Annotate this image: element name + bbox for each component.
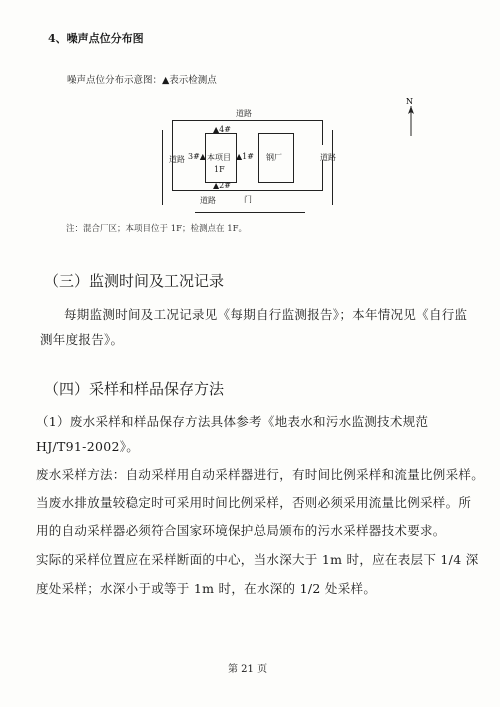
road-line-right-bottom (322, 160, 323, 191)
site-boundary-bottom (195, 212, 305, 213)
site-boundary-right (332, 130, 333, 205)
section-4-heading: （四）采样和样品保存方法 (44, 380, 225, 398)
road-label-right: 道路 (320, 153, 336, 162)
paragraph-line-5: 用的自动采样器必须符合国家环境保护总局颁布的污水采样器技术要求。 (36, 523, 446, 538)
diagram-caption: 噪声点位分布示意图：▲表示检测点 (67, 75, 217, 86)
road-line-top (172, 120, 322, 121)
diagram-note: 注：混合厂区；本项目位于 1F；检测点在 1F。 (66, 224, 248, 234)
north-arrow-icon (404, 96, 418, 136)
project-label-line2: 1F (214, 165, 225, 174)
point-1-label: ▲1# (236, 152, 254, 161)
section-3-paragraph-line-2: 测年度报告》。 (40, 332, 124, 347)
section-3-paragraph-line-1: 每期监测时间及工况记录见《每期自行监测报告》；本年情况见《自行监 (64, 307, 468, 322)
north-label: N (406, 97, 413, 106)
point-4-label: ▲4# (213, 125, 231, 134)
road-line-right-top (322, 120, 323, 145)
road-label-top: 道路 (236, 109, 252, 118)
road-line-bottom (172, 190, 322, 191)
paragraph-line-3: 废水采样方法：自动采样用自动采样器进行，有时间比例采样和流量比例采样。 (36, 467, 485, 482)
section-4-title: 4、噪声点位分布图 (48, 32, 144, 45)
factory-label: 钢厂 (266, 153, 282, 162)
paragraph-line-6: 实际的采样位置应在采样断面的中心，当水深大于 1m 时，应在表层下 1/4 深 (36, 552, 479, 567)
page-number: 第 21 页 (228, 664, 268, 675)
paragraph-line-4: 当废水排放量较稳定时可采用时间比例采样，否则必须采用流量比例采样。所 (36, 495, 472, 510)
road-label-bottom: 道路 (200, 196, 216, 205)
section-3-heading: （三）监测时间及工况记录 (44, 272, 225, 290)
paragraph-line-2: HJ/T91-2002》。 (36, 439, 140, 454)
road-label-left: 道路 (169, 155, 185, 164)
point-2-label: ▲2# (213, 181, 231, 190)
site-boundary-left (162, 130, 163, 205)
paragraph-line-1: （1）废水采样和样品保存方法具体参考《地表水和污水监测技术规范 (36, 414, 429, 429)
noise-point-diagram (160, 100, 360, 215)
paragraph-line-7: 度处采样；水深小于或等于 1m 时，在水深的 1/2 处采样。 (36, 581, 377, 596)
gate-label: 门 (244, 195, 252, 204)
point-3-label: 3#▲ (188, 152, 206, 161)
project-label-line1: 本项目 (207, 153, 231, 162)
